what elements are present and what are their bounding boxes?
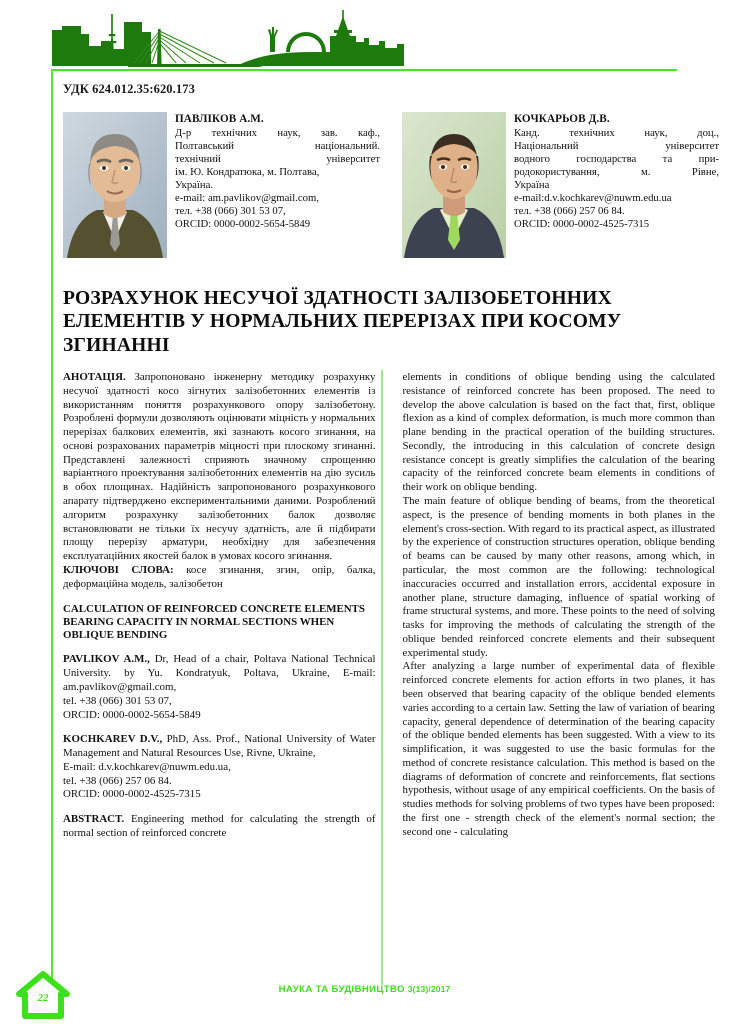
keywords-uk xyxy=(63,564,376,592)
author-en-pavlikov-orcid: ORCID: 0000-0002-5654-5849 xyxy=(63,708,201,721)
author-detail-line: Полтавський національний. xyxy=(175,139,380,152)
abstract-en-cont-1: elements in conditions of oblique bending using the calculated resistance of reinforced concrete has been proposed. The need to develop the above calculation is based on the fact that, first, oblique flexion as a kind of complex deformation, is much more common than plane bending in the practical operation of the building structures. Secondly, the introducing in this calculation of concrete design resistance concept is greatly simplifies the calculation of the bearing capacity of the reinforced concrete beam elements in conditions of their work on oblique bending. xyxy=(402,371,715,494)
abstract-en-text: Engineering method for calculating the strength of normal section of reinforced concrete xyxy=(63,813,376,839)
author-detail-line: Д-р технічних наук, зав. каф., xyxy=(175,126,380,139)
author-phone: тел. +38 (066) 301 53 07, xyxy=(175,204,286,217)
author-en-kochkarev-orcid: ORCID: 0000-0002-4525-7315 xyxy=(63,788,201,801)
author-en-kochkarev xyxy=(63,733,376,761)
keywords-uk-label: КЛЮЧОВІ СЛОВА: xyxy=(63,563,174,576)
keywords-uk-text: косе згинання, згин, опір, балка, деформаційна модель, залізобетон xyxy=(63,563,376,590)
header-horizontal-rule xyxy=(52,69,677,71)
footer-issue: 3(13)/2017 xyxy=(407,984,451,994)
abstract-en xyxy=(63,813,376,841)
author-detail-line: Україна xyxy=(514,178,550,191)
author-name: КОЧКАРЬОВ Д.В. xyxy=(514,113,610,125)
author-orcid: ORCID: 0000-0002-4525-7315 xyxy=(514,217,650,230)
abstract-uk-text: Запропоновано інженерну методику розрахунку несучої здатності косо зігнутих залізобетонних елементів із використанням поняття розрахункового опору залізобетону. Розроблені формули дозволяють оцінювати міцність у нормальних перерізах балкових елементів, які зазнають косого згинання, на основі розрахованих параметрів міцності при плоскому згинанні. Представлені залежності сприяють значному спрощенню варіантного проектування залізобетонних елементів на дію зусиль в обох площинах. Надійність запропонованого розрахункового апарату підтверджено експериментальними даними. Розроблений алгоритм розрахунку залізобетонних балок дозволяє встановлювати не тільки їх несучу здатність, але й підбирати площу перерізу арматури, необхідну для забезпечення експлуатаційних якостей балок в умовах косого згинання. xyxy=(63,371,376,563)
article-title: РОЗРАХУНОК НЕСУЧОЇ ЗДАТНОСТІ ЗАЛІЗОБЕТОННИХ ЕЛЕМЕНТІВ У НОРМАЛЬНИХ ПЕРЕРІЗАХ ПРИ КОСОМУ ЗГИНАННІ xyxy=(63,288,622,356)
page-header xyxy=(0,0,729,72)
footer-journal-name: НАУКА ТА БУДІВНИЦТВО xyxy=(278,984,405,995)
author-en-pavlikov xyxy=(63,653,376,694)
author-email: e-mail:d.v.kochkarev@nuwm.edu.ua xyxy=(514,191,672,204)
author-phone: тел. +38 (066) 257 06 84. xyxy=(514,204,625,217)
author-detail-line: ім. Ю. Кондратюка, м. Полтава, xyxy=(175,165,320,178)
author-detail-line: водного господарства та при- xyxy=(514,152,719,165)
author-orcid: ORCID: 0000-0002-5654-5849 xyxy=(175,217,311,230)
article-body xyxy=(63,371,715,979)
author-en-detail: PhD, Ass. Prof., National University of Water Management and Natural Resources Use, Rivne, Ukraine, xyxy=(63,733,376,760)
abstract-en-cont-2: The main feature of oblique bending of beams, from the theoretical aspect, is the presence of bending moments in both planes in the element's cross-section. With regard to its practical aspect, as illustrated by the experience of construction structures operation, oblique bending of beams can be caused by many other reasons, among which, in particular, the most common are the following: technological inaccuracies occurred and installation errors, accidental exposure in another plane, structure damaging, influence of spatial working of frame structural systems, and more. These points to the need of solving tasks for improving the methods of calculating the strength of the oblique bended reinforced concrete elements and their subsequent experimental study. xyxy=(402,495,715,659)
author-en-pavlikov-tel: tel. +38 (066) 301 53 07, xyxy=(63,694,172,707)
footer-journal-line xyxy=(0,984,729,995)
author-en-detail: Dr, Head of a chair, Poltava National Technical University. by Yu. Kondratyuk, Poltava, Ukraine, E-mail: am.pavlikov@gmail.com, xyxy=(63,653,376,693)
author-name: ПАВЛІКОВ А.М. xyxy=(175,113,264,125)
author-card-kochkarev xyxy=(402,112,719,258)
city-skyline-icon xyxy=(48,8,408,70)
author-en-name: KOCHKAREV D.V., xyxy=(63,733,163,746)
abstract-en-cont-3: After analyzing a large number of experimental data of flexible reinforced concrete elements for action efforts in two planes, it has been observed that bearing capacity of the oblique bended elements varies according to a certain law. Setting the law of variation of bearing capacity, general dependence of determination of the bearing capacity of the oblique bended elements has been suggested. With a view to its simplification, it was suggested to use the basic formulas for the method of concrete resistance calculation. This method is based on the diagrams of deformation of concrete and reinforcements, flat sections hypothesis, without usage of any empirical coefficients. On the basis of studies methods for solving problems of two types have been proposed: the first one - strength check of the element's normal section; the second one - calculating xyxy=(402,660,715,838)
authors-block xyxy=(63,112,719,258)
page-number: 22 xyxy=(37,992,49,1004)
author-detail-line: Україна. xyxy=(175,178,214,191)
author-en-name: PAVLIKOV A.M., xyxy=(63,653,150,666)
article-title-en: CALCULATION OF REINFORCED CONCRETE ELEMENTS BEARING CAPACITY IN NORMAL SECTIONS WHEN OBLIQUE BENDING xyxy=(63,602,365,642)
left-vertical-rule xyxy=(51,69,53,981)
author-detail-line: родокористування, м. Рівне, xyxy=(514,165,719,178)
abstract-uk-label: АНОТАЦІЯ. xyxy=(63,371,126,383)
author-en-kochkarev-email: E-mail: d.v.kochkarev@nuwm.edu.ua, xyxy=(63,760,231,773)
abstract-uk xyxy=(63,371,376,564)
author-en-kochkarev-tel: tel. +38 (066) 257 06 84. xyxy=(63,774,172,787)
author-info-pavlikov xyxy=(175,112,380,258)
column-right xyxy=(403,371,716,979)
udc-code: УДК 624.012.35:620.173 xyxy=(63,82,195,96)
abstract-en-label: ABSTRACT. xyxy=(63,813,125,826)
portrait-kochkarev xyxy=(402,112,506,258)
author-detail-line: Національний університет xyxy=(514,139,719,152)
author-detail-line: Канд. технічних наук, доц., xyxy=(514,126,719,139)
column-left xyxy=(63,371,376,979)
author-detail-line: технічний університет xyxy=(175,152,380,165)
author-card-pavlikov xyxy=(63,112,380,258)
page-footer xyxy=(0,968,729,1024)
author-info-kochkarev xyxy=(514,112,719,258)
portrait-pavlikov xyxy=(63,112,167,258)
author-email: e-mail: am.pavlikov@gmail.com, xyxy=(175,191,319,204)
